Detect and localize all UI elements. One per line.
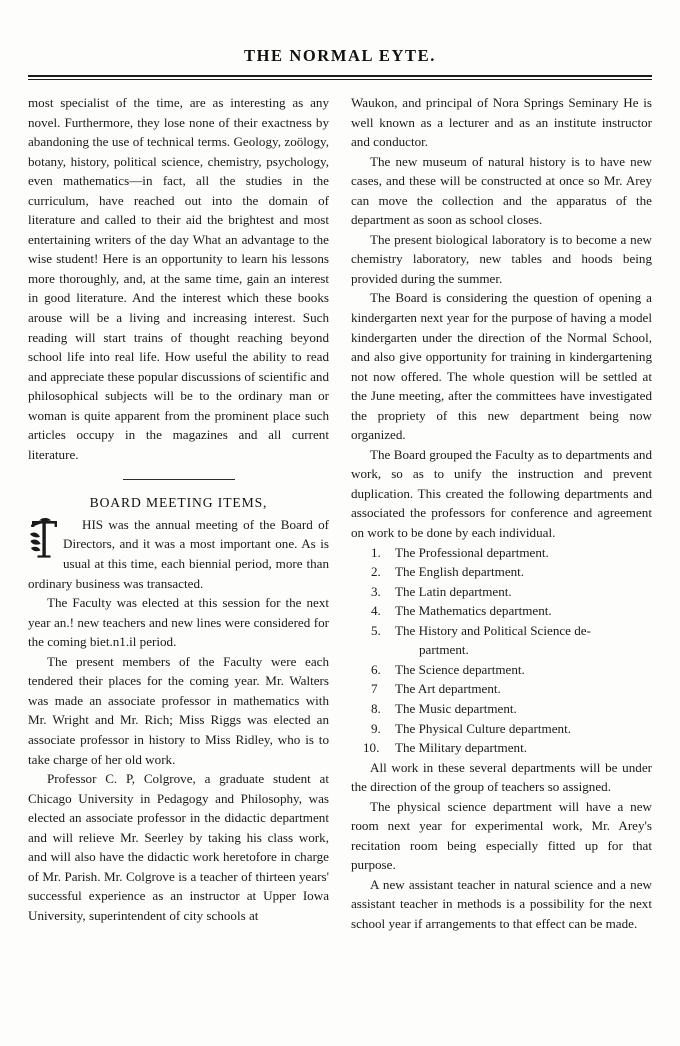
list-item-label: The Mathematics department.	[395, 603, 552, 619]
list-item-number: 10.	[363, 740, 380, 756]
paragraph: The Board grouped the Faculty as to departments and work, so as to unify the instruction and prevent duplication. This created the following departments and associated the professors for conference and agreement on work to be done by each individual.	[351, 446, 652, 541]
list-item-label	[385, 621, 652, 660]
scanned-page	[0, 46, 680, 1046]
list-item	[351, 621, 652, 660]
list-item-label: The Military department.	[395, 740, 527, 756]
list-item	[351, 660, 652, 680]
list-item-number: 7	[371, 681, 378, 697]
section-heading: BOARD MEETING ITEMS,	[89, 495, 268, 511]
list-item-label: The Music department.	[395, 700, 517, 716]
list-item	[351, 679, 652, 699]
section-divider-rule	[123, 479, 235, 480]
paragraph-continued: most specialist of the time, are as interesting as any novel. Furthermore, they lose none of their exactness by abandoning the use of technical terms. Geology, zoölogy, botany, history, political science, chemistry, psychology, even mathematics—in fact, all the studies in the curriculum, have reached out into the domain of literature and called to their aid the brightest and most entertaining writers of the day What an advantage to the wise student! Here is an opportunity to learn his lessons more thoroughly, and, at the same time, gain an interest in good literature. And the interest which these books arouse will be a living and increasing interest. Such reading will start trains of thought reaching beyond school life into real life. How useful the ability to read and appreciate these popular discussions of scientific and philosophical subjects will be to the ordinary man or woman is quite apparent from the prominent place such articles occupy in the magazines and all current literature.	[28, 95, 329, 462]
dropcap-paragraph	[28, 515, 329, 593]
dropcap-paragraph-text: HIS was the annual meeting of the Board of Directors, and it was a most important one. As is usual at this time, each biennial period, more than ordinary business was transacted.	[28, 516, 329, 591]
list-item	[351, 699, 652, 719]
list-item-number: 8.	[371, 700, 381, 716]
paragraph: The present biological laboratory is to become a new chemistry laboratory, new tables and hoods being provided during the summer.	[351, 231, 652, 286]
list-item	[351, 738, 652, 758]
list-item-label: The English department.	[395, 564, 525, 580]
paragraph: The new museum of natural history is to have new cases, and these will be constructed at once so Mr. Arey can move the collection and the apparatus of the department as soon as school closes.	[351, 153, 652, 228]
list-item-number: 3.	[371, 583, 381, 599]
paragraph: Professor C. P, Colgrove, a graduate student at Chicago University in Pedagogy and Philosophy, was elected an associate professor in the didactic department and will relieve Mr. Seerley by taking his class work, and will also have the didactic work heretofore in charge of Mr. Parish. Mr. Colgrove is a teacher of thirteen years' successful experience as an instructor at Upper Iowa University, superintendent of city schools at	[28, 771, 329, 923]
list-item-number: 9.	[371, 720, 381, 736]
masthead-rule	[28, 75, 652, 80]
list-item	[351, 601, 652, 621]
paragraph: The Board is considering the question of opening a kindergarten next year for the purpose of having a model kindergarten under the direction of the Normal School, and also give opportunity for training in kindergartening not now offered. The whole question will be settled at the June meeting, after the committees have investigated the propriety of this new department being now organized.	[351, 290, 652, 443]
left-column	[28, 93, 329, 925]
two-column-body	[28, 93, 652, 934]
paragraph: The present members of the Faculty were each tendered their places for the coming year. Mr. Walters was made an associate professor in mathematics with Mr. Wright and Mr. Rich; Miss Riggs was elected an associate professor in history to Miss Ridley, who is to take charge of her old work.	[28, 653, 329, 767]
list-item-number: 5.	[371, 622, 381, 638]
list-item-number: 1.	[371, 544, 381, 560]
list-item	[351, 582, 652, 602]
list-item	[351, 543, 652, 563]
list-item-label: The Physical Culture department.	[395, 720, 571, 736]
list-item	[351, 719, 652, 739]
list-item-label-line1: The History and Political Science de-	[395, 622, 591, 638]
paragraph: The physical science department will have a new room next year for experimental work, Mr. Arey's recitation room being especially fitted up for that purpose.	[351, 798, 652, 873]
paragraph: The Faculty was elected at this session for the next year an.! new teachers and new lines were considered for the coming biet.n1.il period.	[28, 595, 329, 650]
paragraph: All work in these several departments will be under the direction of the group of teachers so assigned.	[351, 759, 652, 795]
list-item	[351, 562, 652, 582]
list-item-number: 4.	[371, 603, 381, 619]
right-column	[351, 93, 652, 934]
department-list	[351, 543, 652, 758]
list-item-number: 2.	[371, 564, 381, 580]
list-item-label: The Latin department.	[395, 583, 512, 599]
list-item-label: The Science department.	[395, 661, 525, 677]
paragraph: A new assistant teacher in natural science and a new assistant teacher in methods is a possibility for the next school year if arrangements to that effect can be made.	[351, 876, 652, 931]
list-item-number: 6.	[371, 661, 381, 677]
paragraph-continued: Waukon, and principal of Nora Springs Seminary He is well known as a lecturer and as an institute instructor and conductor.	[351, 95, 652, 150]
list-item-label-line2: partment.	[419, 642, 469, 658]
list-item-label: The Art department.	[395, 681, 501, 697]
page-title: THE NORMAL EYTE.	[243, 46, 436, 65]
ornamental-dropcap-t-icon	[28, 516, 62, 562]
list-item-label: The Professional department.	[395, 544, 549, 560]
